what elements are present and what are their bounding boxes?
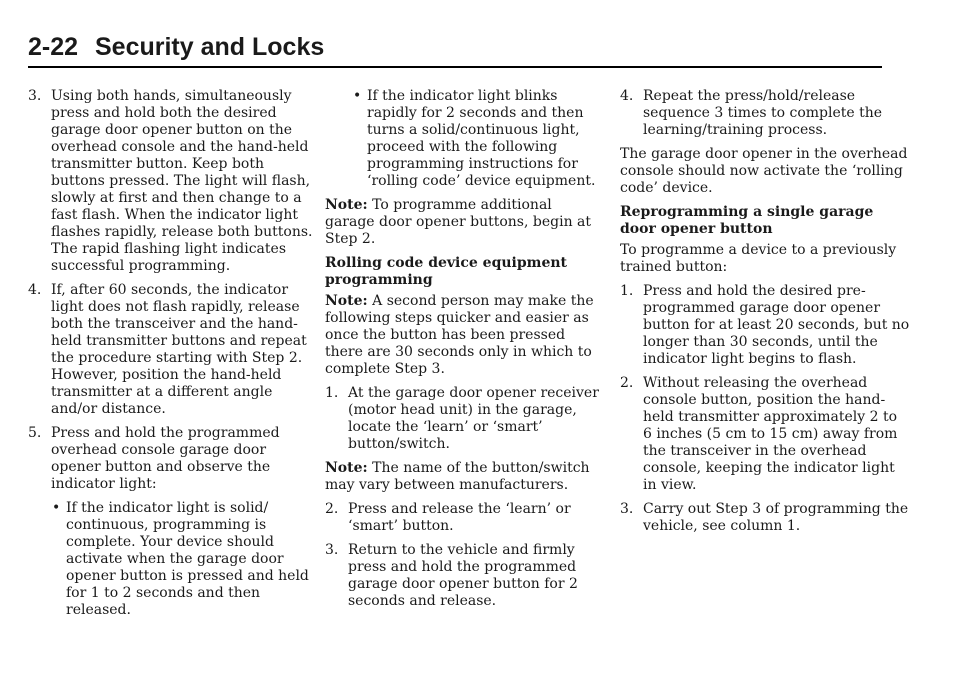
note-text: A second person may make the following steps quicker and easier as once the button has been pressed there are 30 seconds only in which to complete Step 3. [325,293,594,377]
step-number: 3. [325,542,339,558]
step-text: Repeat the press/hold/release sequence 3 times to complete the learning/training process. [643,88,883,138]
bullet-solid-light [28,500,313,619]
step-number: 3. [28,88,42,104]
step-text: Using both hands, simultaneously press and hold both the desired garage door opener button on the overhead console and the hand-held transmitter button. Keep both buttons pressed. The light will flash, slowly at first and then change to a fast flash. When the indicator light flashes rapidly, release both buttons. The rapid flashing light indicates successful programming. [51,88,313,274]
heading-rolling-code: Rolling code device equipment programming [325,255,568,288]
step-text: Press and release the ‘learn’ or ‘smart’ button. [348,501,571,534]
step-3 [28,88,313,275]
reprogram-step-2 [620,375,910,494]
reprogram-step-1 [620,283,910,368]
column-1 [28,88,313,626]
step-number: 1. [620,283,634,299]
rolling-step-4 [620,88,910,139]
note-button-name [325,460,605,494]
bullet-text: If the indicator light is solid/ continuous, programming is complete. Your device should activate when the garage door opener button is pressed and held for 1 to 2 seconds and then released. [66,500,309,618]
step-text: Return to the vehicle and firmly press and hold the programmed garage door opener button for 2 seconds and release. [348,542,578,609]
step-text: If, after 60 seconds, the indicator light does not flash rapidly, release both the transceiver and the hand-held transmitter buttons and repeat the procedure starting with Step 2. However, position the hand-held transmitter at a different angle and/or distance. [51,282,307,417]
bullet-text: If the indicator light blinks rapidly for 2 seconds and then turns a solid/continuous light, proceed with the following programming instructions for ‘rolling code’ device equipment. [367,88,596,189]
step-number: 5. [28,425,42,441]
note-label: Note: [325,293,368,309]
step-number: 1. [325,385,339,401]
step-number: 2. [620,375,634,391]
paragraph-intro: To programme a device to a previously trained button: [620,242,897,275]
step-number: 3. [620,501,634,517]
rolling-step-2 [325,501,605,535]
step-text: Carry out Step 3 of programming the vehicle, see column 1. [643,501,909,534]
note-label: Note: [325,197,368,213]
step-5 [28,425,313,493]
page-number: 2-22 [28,33,79,61]
note-label: Note: [325,460,368,476]
step-number: 4. [620,88,634,104]
column-3 [620,88,910,542]
bullet-blinking-light [325,88,605,190]
step-text: Press and hold the programmed overhead console garage door opener button and observe the indicator light: [51,425,280,492]
reprogram-step-3 [620,501,910,535]
column-2 [325,88,605,617]
note-text: To programme additional garage door opener buttons, begin at Step 2. [325,197,592,247]
heading-reprogramming: Reprogramming a single garage door opener button [620,204,874,237]
bullet-icon: • [52,500,61,516]
paragraph-activation: The garage door opener in the overhead console should now activate the ‘rolling code’ device. [620,146,908,196]
rolling-step-3 [325,542,605,610]
step-number: 2. [325,501,339,517]
note-text: The name of the button/switch may vary between manufacturers. [325,460,590,493]
note-second-person [325,293,605,378]
page-header [28,28,932,66]
step-text: Press and hold the desired pre-programmed garage door opener button for at least 20 seconds, but no longer than 30 seconds, until the indicator light begins to flash. [643,283,910,367]
step-text: Without releasing the overhead console button, position the hand-held transmitter approximately 2 to 6 inches (5 cm to 15 cm) away from the transceiver in the overhead console, keeping the indicator light in view. [643,375,898,493]
note-additional-buttons [325,197,605,248]
step-number: 4. [28,282,42,298]
step-4 [28,282,313,418]
bullet-icon: • [353,88,362,104]
rolling-step-1 [325,385,605,453]
section-title: Security and Locks [95,33,325,61]
header-rule [28,66,882,68]
step-text: At the garage door opener receiver (motor head unit) in the garage, locate the ‘learn’ or ‘smart’ button/switch. [348,385,599,452]
